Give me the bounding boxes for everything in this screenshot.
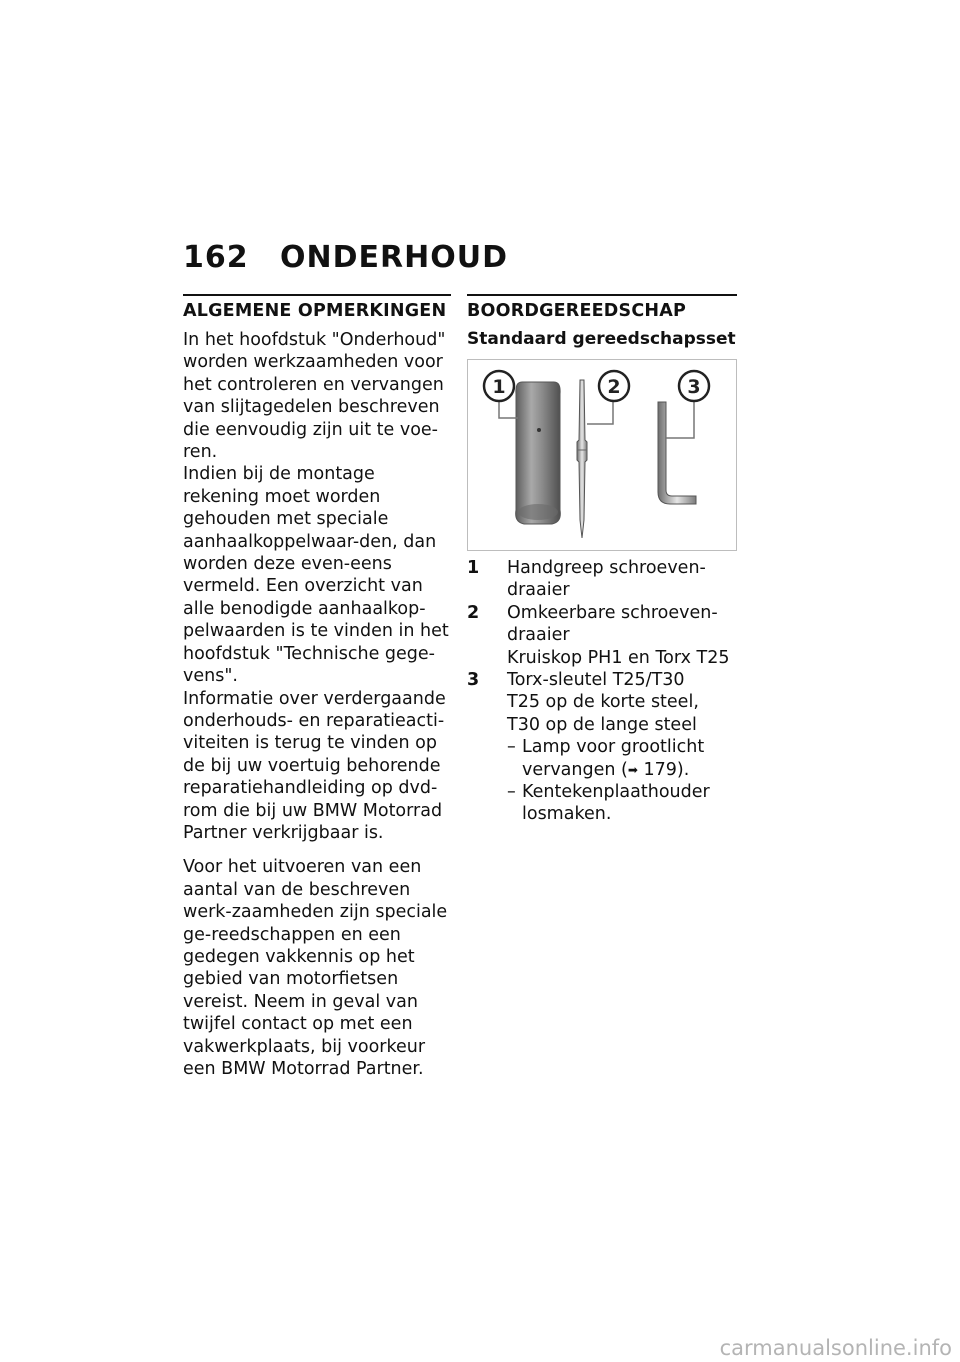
section-rule: [183, 294, 451, 296]
chapter-title: ONDERHOUD: [280, 240, 508, 275]
paragraph: Voor het uitvoeren van een aantal van de beschreven werk-zaamheden zijn speciale ge-reedschappen en een gedegen vakkennis op het gebied van motorfietsen vereist. Neem in geval van twijfel contact op met een vakwerkplaats, bij voorkeur een BMW Motorrad Partner.: [183, 857, 448, 1079]
screwdriver-handle: [516, 382, 561, 524]
legend-item: 1 Handgreep schroeven-draaier: [467, 558, 706, 601]
paragraph: Indien bij de montage rekening moet worden gehouden met speciale aanhaalkoppelwaar-den, dan worden deze even-eens vermeld. Een overzicht van alle benodigde aanhaalkop-pelwaarden is te vinden in het hoofdstuk "Technische gege-vens".: [183, 464, 449, 687]
right-column: [467, 294, 737, 826]
reversible-screwdriver: [577, 380, 587, 538]
callout-3: [679, 371, 709, 401]
toolkit-illustration: [468, 360, 736, 550]
callout-leader: [499, 400, 518, 418]
page-number: 162: [183, 240, 249, 275]
paragraph: In het hoofdstuk "Onderhoud" worden werkzaamheden voor het controleren en vervangen van slijtagedelen beschreven die eenvoudig zijn uit te voe-ren.: [183, 330, 446, 463]
paragraph: Informatie over verdergaande onderhouds- en reparatieacti-viteiten is terug te vinden op de bij uw voertuig behorende reparatiehandleiding op dvd-rom die bij uw BMW Motorrad Partner verkrijgbaar is.: [183, 688, 446, 843]
arrow-right-icon: ➡: [627, 762, 638, 777]
svg-text:1: 1: [492, 376, 506, 398]
svg-text:2: 2: [607, 376, 621, 398]
left-column: [183, 294, 451, 1080]
watermark: carmanualsonline.info: [719, 1336, 952, 1360]
usage-list: [467, 736, 737, 826]
callout-leader: [666, 400, 694, 438]
page-reference-link[interactable]: (➡ 179).: [621, 759, 690, 780]
list-item: – Lamp voor grootlicht vervangen (➡ 179).: [507, 737, 705, 780]
subsection-title: Standaard gereedschapsset: [467, 329, 736, 349]
legend-item: 2 Omkeerbare schroeven-draaier Kruiskop PH1 en Torx T25: [467, 602, 730, 668]
section-title-toolkit: BOORDGEREEDSCHAP: [467, 301, 686, 321]
svg-text:3: 3: [687, 376, 701, 398]
section-rule: [467, 294, 737, 296]
toolkit-figure: [467, 359, 737, 551]
torx-key: [658, 402, 696, 504]
figure-legend: [467, 557, 737, 736]
page-header: [183, 240, 508, 275]
callout-2: [599, 371, 629, 401]
callout-1: [484, 371, 514, 401]
section-title-general: ALGEMENE OPMERKINGEN: [183, 301, 447, 321]
legend-item: 3 Torx-sleutel T25/T30 T25 op de korte steel, T30 op de lange steel: [467, 670, 699, 735]
list-item: – Kentekenplaathouder losmaken.: [507, 782, 710, 825]
callout-leader: [587, 400, 613, 424]
